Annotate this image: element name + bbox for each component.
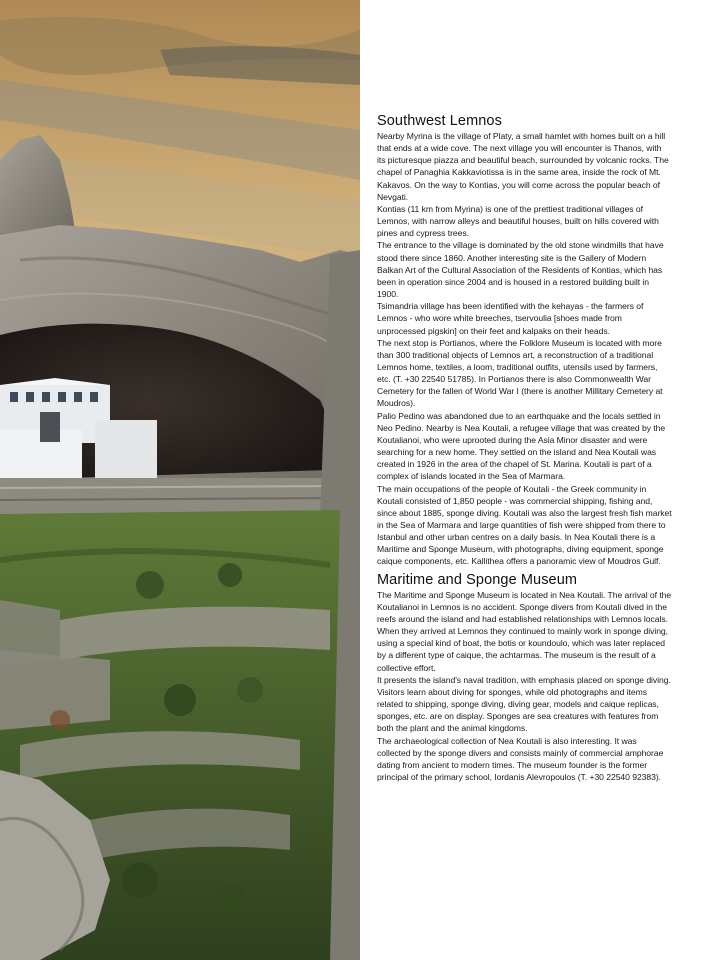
heading-maritime-sponge-museum: Maritime and Sponge Museum (377, 571, 578, 588)
paragraph: Kontias (11 km from Myrina) is one of the prettiest traditional villages of Lemnos, with narrow alleys and beautiful houses, built on hills covered with pines and cypress trees. (377, 203, 659, 239)
paragraph: Tsimandria village has been identified with the kehayas - the farmers of Lemnos - who wore white breeches, tservoulia [shoes made from unprocessed pigskin] on their feet and kalpaks on their heads. (377, 301, 644, 336)
paragraph: The main occupations of the people of Koutali - the Greek community in Koutali consisted of 1,850 people - was commercial shipping, fishing and, since about 1885, sponge diving. Koutali was also the largest fresh fish market in the Sea of Marmara and large quantities of fish were shipped from there to Istanbul and other urban centres on a daily basis. In Nea Koutali there is a Maritime and Sponge Museum, with photographs, diving equipment, sponge caique components, etc. Kallithea offers a panoramic view of Moudros Gulf. (377, 483, 672, 567)
paragraph: The entrance to the village is dominated by the old stone windmills that have stood there since 1860. Another interesting site is the Gallery of Modern Balkan Art of the Cultural Association of the Residents of Kontias, which has been in operation since 2004 and is housed in a restored building built in 1900. (377, 240, 664, 300)
heading-southwest-lemnos: Southwest Lemnos (377, 113, 502, 129)
paragraph: It presents the island's naval tradition, with emphasis placed on sponge diving. Visitors learn about diving for sponges, while old photographs and items related to shipping, sponge diving, diving gear, models and caique replicas, sponges, etc. are on display. Sponges are sea creatures with features from both the plant and the animal kingdoms. (377, 674, 671, 734)
paragraph: Nearby Myrina is the village of Platy, a small hamlet with homes built on a hill that ends at a wide cove. The next village you will encounter is Thanos, with its picturesque piazza and beautiful beach, surrounded by volcanic rocks. The chapel of Panaghia Kakkaviotissa is in the same area, inside the rock of Mt. Kakavos. On the way to Kontias, you will come across the popular beach of Nevgati. (377, 131, 669, 202)
paragraph: The next stop is Portianos, where the Folklore Museum is located with more than 300 traditional objects of Lemnos art, a reconstruction of a traditional Lemnos home, textiles, a loom, traditional outfits, utensils used by farmers, etc. (T. +30 22540 51785). In Portianos there is also Commonwealth War Cemetery for the fallen of World War I (there is another Millitary Cemetery at Moudros). (377, 337, 663, 409)
paragraph: The archaeological collection of Nea Koutali is also interesting. It was collected by the sponge divers and consists mainly of commercial amphorae dating from ancient to modern times. The museum founder is the former principal of the primary school, Iordanis Alevropoulos (T. +30 22540 92383). (377, 735, 664, 782)
paragraph: The Maritime and Sponge Museum is located in Nea Koutali. The arrival of the Koutalianoi in Lemnos is no accident. Sponge divers from Koutali dived in the reefs around the island and had established relationships with Lemnos locals. When they arrived at Lemnos they continued to mainly work in sponge diving, using a special kind of boat, the botis or koundoulo, which was later replaced by a different type of caique, the achtarmas. The museum is the result of a collective effort. (377, 589, 672, 673)
paragraph: Palio Pedino was abandoned due to an earthquake and the locals settled in Neo Pedino. Nearby is Nea Koutali, a refugee village that was created by the Koutalianoi, who were uprooted during the Asia Minor disaster and were searching for a new home. They settled on the island and Nea Koutali was created in 1926 in the area of the chapel of St. Marina. Koutali is part of a complex of islands located in the Sea of Marmara. (377, 410, 666, 482)
article-text-column (377, 112, 672, 783)
